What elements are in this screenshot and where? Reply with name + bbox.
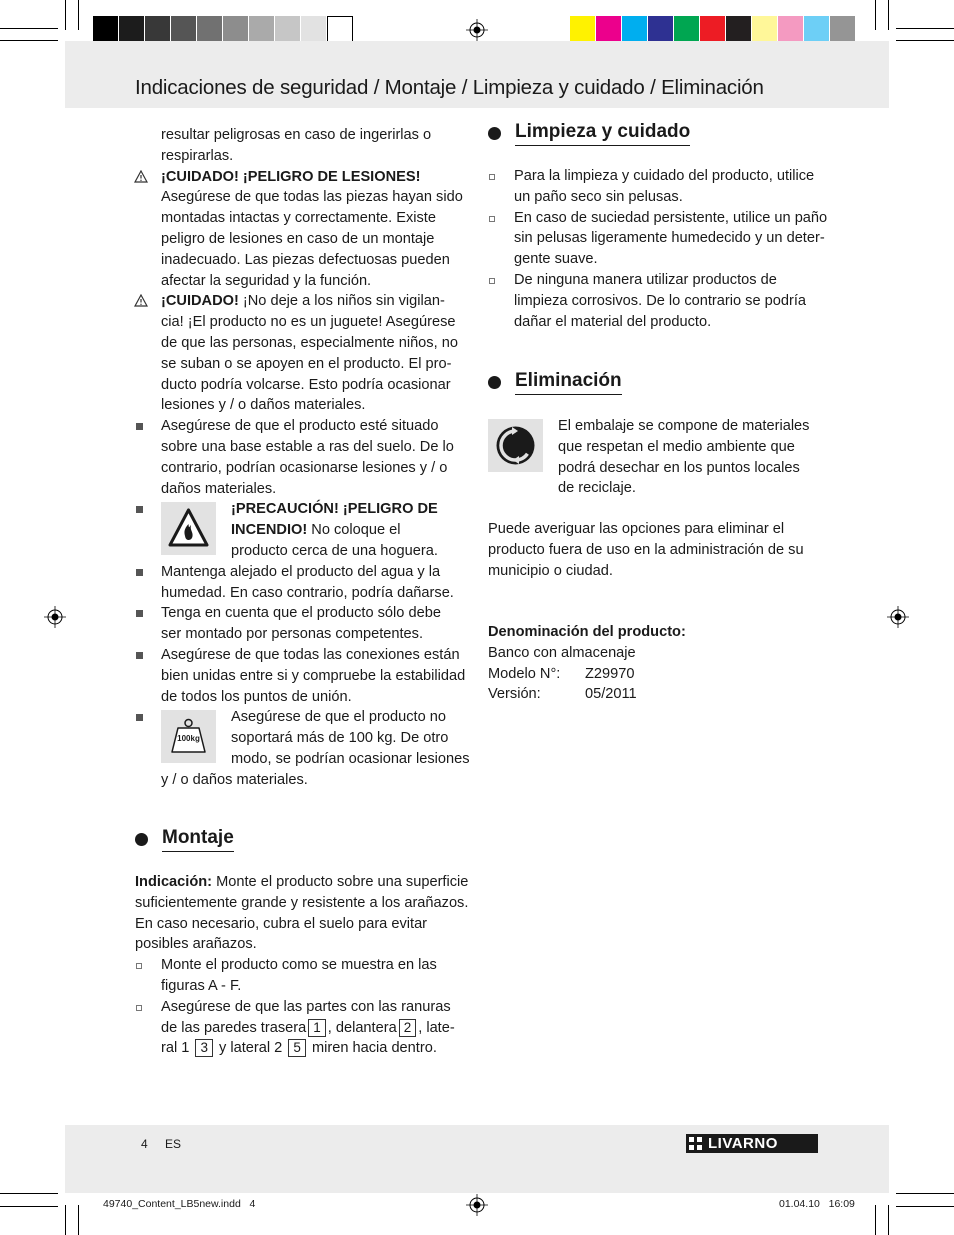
left-column (135, 125, 470, 791)
open-square-bullet-icon (136, 1005, 142, 1011)
section-heading-limpieza: Limpieza y cuidado (488, 121, 690, 146)
square-bullet-icon (136, 652, 143, 659)
heading-bullet-icon (488, 376, 501, 389)
registration-mark-icon (887, 606, 909, 628)
list-item: En caso de suciedad persistente, utilice un paño sin pelusas ligeramente humedecido y un deter- gente suave. (488, 208, 828, 270)
weight-warning: 100kg Asegúrese de que el producto no soportará más de 100 kg. De otro modo, se podrían ocasionar lesiones (135, 707, 470, 769)
product-info: Denominación del producto: Banco con almacenaje Modelo N°: Z29970 Versión: 05/2011 (488, 622, 828, 705)
color-swatch (804, 16, 830, 44)
warning-injury: ¡CUIDADO! ¡PELIGRO DE LESIONES! Asegúrese de que todas las piezas hayan sido montadas intactas y correctamente. Existe peligro de lesiones en caso de un montaje inadecuado. Las piezas defectuosas pueden afectar la seguridad y la función. (135, 167, 470, 292)
part-number-box: 2 (399, 1019, 417, 1037)
fire-hazard-icon-box (161, 502, 216, 555)
weight-limit-icon-box (161, 710, 216, 763)
part-number-box: 3 (195, 1039, 213, 1057)
color-swatch (674, 16, 700, 44)
section-heading-montaje: Montaje (135, 827, 234, 852)
language-code: ES (165, 1137, 182, 1151)
list-item: Asegúrese de que las partes con las ranuras de las paredes trasera 1 , delantera 2 , late- ral 1 3 y lateral 2 5 miren hacia dentro. (135, 997, 470, 1059)
list-item: Monte el producto como se muestra en las figuras A - F. (135, 955, 470, 997)
color-swatch (249, 16, 275, 44)
color-swatch (622, 16, 648, 44)
square-bullet-icon (136, 714, 143, 721)
weight-label: 100kg (177, 734, 200, 744)
weight-warning-tail: y / o daños materiales. (161, 771, 308, 788)
color-swatch (778, 16, 804, 44)
file-name: 49740_Content_LB5new.indd 4 (103, 1198, 256, 1210)
color-swatch (197, 16, 223, 44)
color-swatch (830, 16, 856, 44)
process-color-bar (570, 16, 856, 44)
heading-bullet-icon (488, 127, 501, 140)
timestamp: 01.04.10 16:09 (779, 1198, 855, 1210)
livarno-logo: LIVARNO (686, 1134, 818, 1153)
color-swatch (171, 16, 197, 44)
fire-warning: ¡PRECAUCIÓN! ¡PELIGRO DE INCENDIO! No coloque el producto cerca de una hoguera. (135, 499, 470, 561)
color-swatch (275, 16, 301, 44)
registration-mark-icon (44, 606, 66, 628)
list-item: De ninguna manera utilizar productos de limpieza corrosivos. De lo contrario se podría dañar el material del producto. (488, 270, 828, 332)
recycling-icon-box (488, 419, 543, 472)
disposal-text: Puede averiguar las opciones para eliminar el producto fuera de uso en la administración de su municipio o ciudad. (488, 521, 804, 579)
warning-triangle-icon (134, 170, 148, 183)
open-square-bullet-icon (489, 278, 495, 284)
heading-bullet-icon (135, 833, 148, 846)
square-bullet-icon (136, 506, 143, 513)
list-item: Asegúrese de que todas las conexiones están bien unidas entre si y compruebe la estabilidad de todos los puntos de unión. (135, 645, 470, 707)
montaje-column: Indicación: Monte el producto sobre una superficie suficientemente grande y resistente a los arañazos. En caso necesario, cubra el suelo para evitar posibles arañazos. Monte el producto como se muestra en las figuras A - F. Asegúrese de que las partes con las ranuras de las paredes trasera 1 , delantera 2 , late- ral 1 3 y lateral 2 5 miren hacia dentro. (135, 872, 470, 1059)
color-swatch (119, 16, 145, 44)
color-swatch (596, 16, 622, 44)
fire-hazard-icon (161, 502, 216, 555)
part-number-box: 1 (308, 1019, 326, 1037)
livarno-cross-icon (686, 1134, 705, 1153)
square-bullet-icon (136, 569, 143, 576)
color-swatch (145, 16, 171, 44)
open-square-bullet-icon (489, 216, 495, 222)
section-heading-eliminacion: Eliminación (488, 370, 622, 395)
color-swatch (648, 16, 674, 44)
list-item: Tenga en cuenta que el producto sólo debe ser montado por personas competentes. (135, 603, 470, 645)
page-title: Indicaciones de seguridad / Montaje / Limpieza y cuidado / Eliminación (135, 76, 764, 99)
open-square-bullet-icon (136, 963, 142, 969)
limpieza-list (488, 166, 828, 332)
color-swatch (301, 16, 327, 44)
version-row: Versión: 05/2011 (488, 686, 637, 703)
list-item: Asegúrese de que el producto esté situado sobre una base estable a ras del suelo. De lo contrario, podrían ocasionarse lesiones y / o daños materiales. (135, 416, 470, 499)
list-item: Para la limpieza y cuidado del producto, utilice un paño seco sin pelusas. (488, 166, 828, 208)
square-bullet-icon (136, 423, 143, 430)
color-swatch (726, 16, 752, 44)
list-item: Mantenga alejado el producto del agua y la humedad. En caso contrario, podría dañarse. (135, 562, 470, 604)
gray-color-bar (93, 16, 353, 44)
packaging-text: El embalaje se compone de materiales que respetan el medio ambiente que podrá desechar en los puntos locales de reciclaje. (558, 418, 810, 497)
color-swatch (752, 16, 778, 44)
intro-text: resultar peligrosas en caso de ingerirlas o respirarlas. (161, 127, 432, 164)
registration-mark-icon (466, 19, 488, 41)
square-bullet-icon (136, 610, 143, 617)
color-swatch (700, 16, 726, 44)
color-swatch (570, 16, 596, 44)
color-swatch (93, 16, 119, 44)
open-square-bullet-icon (489, 174, 495, 180)
page-number: 4 (141, 1137, 148, 1151)
part-number-box: 5 (288, 1039, 306, 1057)
color-swatch (223, 16, 249, 44)
warning-triangle-icon (134, 294, 148, 307)
color-swatch (327, 16, 353, 44)
warning-children: ¡CUIDADO! ¡No deje a los niños sin vigilan- cia! ¡El producto no es un juguete! Asegúrese de que las personas, especialmente niños, no se suban o se apoyen en el producto. El pro- ducto podría volcarse. Esto podría ocasionar lesiones y / o daños materiales. (135, 291, 470, 416)
model-row: Modelo N°: Z29970 (488, 665, 635, 682)
registration-mark-icon (466, 1194, 488, 1216)
green-dot-recycling-icon (488, 419, 543, 472)
